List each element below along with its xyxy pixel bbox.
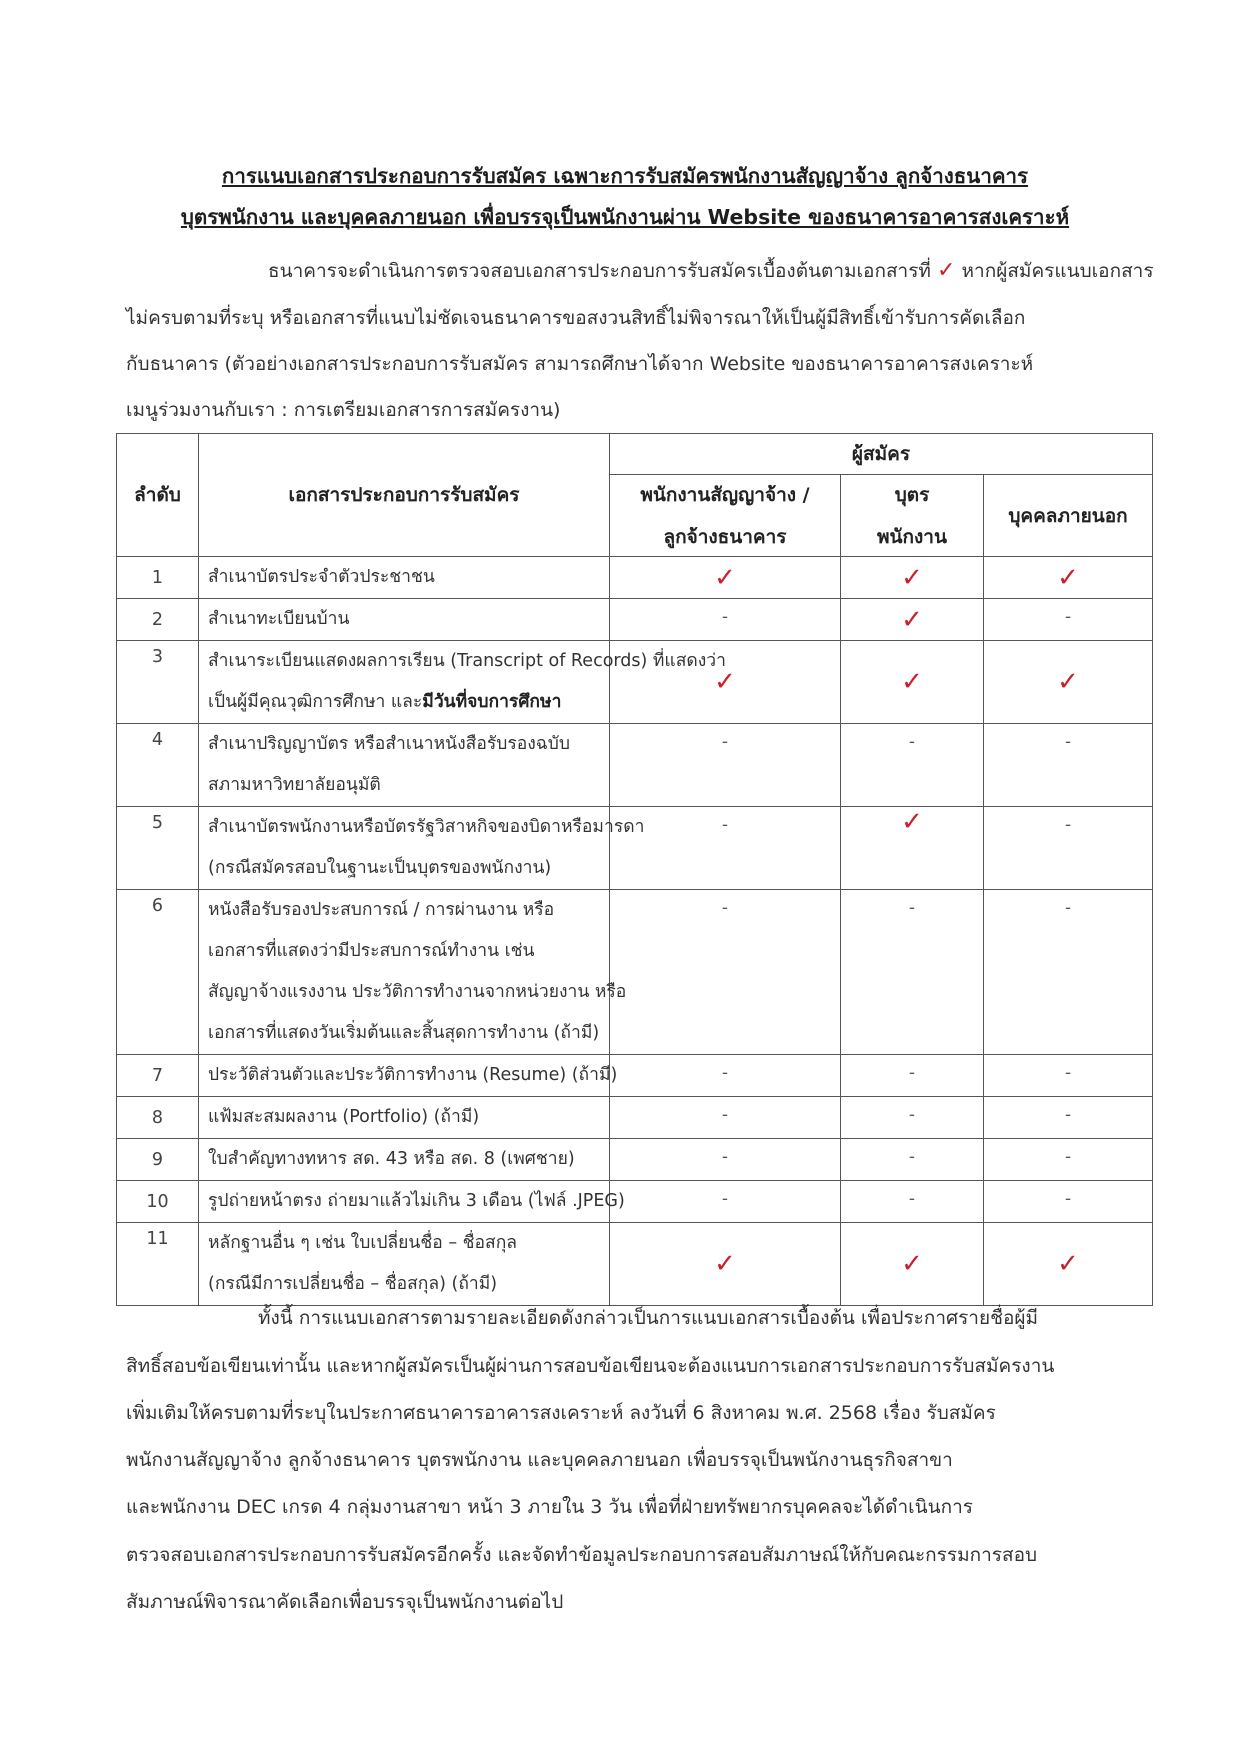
closing-line2: สิทธิ์สอบข้อเขียนเท่านั้น และหากผู้สมัครเป็นผู้ผ่านการสอบข้อเขียนจะต้องแนบการเอกสารประกอบการรับสมัครงาน — [126, 1355, 1055, 1377]
document-name-text: สำเนาบัตรพนักงานหรือบัตรรัฐวิสาหกิจของบิดาหรือมารดา — [208, 817, 645, 837]
check-mark-icon: ✓ — [984, 1223, 1153, 1306]
table-row — [117, 599, 1153, 641]
check-mark-icon: ✓ — [610, 557, 841, 599]
header-staff-child — [841, 475, 984, 557]
documents-table — [116, 433, 1153, 1306]
header-contract-staff — [610, 475, 841, 557]
intro-line1-text: ธนาคารจะดำเนินการตรวจสอบเอกสารประกอบการรับสมัครเบื้องต้นตามเอกสารที่ — [268, 260, 931, 282]
document-name — [199, 557, 610, 599]
document-name-text: สำเนาระเบียนแสดงผลการเรียน (Transcript of Records) ที่แสดงว่า — [208, 651, 726, 671]
header-contract-staff-line2: ลูกจ้างธนาคาร — [663, 525, 787, 548]
dash-mark: - — [610, 807, 841, 890]
intro-line4: เมนูร่วมงานกับเรา : การเตรียมเอกสารการสมัครงาน) — [126, 399, 561, 421]
document-name-text: สัญญาจ้างแรงงาน ประวัติการทำงานจากหน่วยงาน หรือ — [208, 982, 627, 1002]
document-name-text: สำเนาปริญญาบัตร หรือสำเนาหนังสือรับรองฉบับ — [208, 734, 570, 754]
document-name — [199, 890, 627, 1055]
row-number: 2 — [117, 599, 199, 641]
document-name-text: แฟ้มสะสมผลงาน (Portfolio) (ถ้ามี) — [208, 1107, 480, 1127]
closing-line1: ทั้งนี้ การแนบเอกสารตามรายละเอียดดังกล่าวเป็นการแนบเอกสารเบื้องต้น เพื่อประกาศรายชื่อผู้มี — [258, 1307, 1039, 1329]
document-name-text: หนังสือรับรองประสบการณ์ / การผ่านงาน หรือ — [208, 900, 555, 920]
header-contract-staff-line1: พนักงานสัญญาจ้าง / — [640, 483, 810, 506]
header-outsider: บุคคลภายนอก — [984, 475, 1153, 557]
dash-mark: - — [610, 1097, 841, 1139]
dash-mark: - — [841, 1181, 984, 1223]
dash-mark: - — [841, 1097, 984, 1139]
header-applicant: ผู้สมัคร — [610, 434, 1153, 475]
intro-line1-tail: หากผู้สมัครแนบเอกสาร — [961, 260, 1154, 282]
check-mark-icon: ✓ — [610, 641, 841, 724]
check-mark-icon: ✓ — [984, 641, 1153, 724]
document-name-text: ประวัติส่วนตัวและประวัติการทำงาน (Resume) (ถ้ามี) — [208, 1065, 618, 1085]
header-document: เอกสารประกอบการรับสมัคร — [199, 434, 610, 557]
document-name-text: (กรณีสมัครสอบในฐานะเป็นบุตรของพนักงาน) — [208, 858, 552, 878]
dash-mark: - — [610, 890, 841, 1055]
row-number: 6 — [117, 890, 199, 1055]
document-name-text: สำเนาทะเบียนบ้าน — [208, 609, 350, 629]
document-name — [199, 1139, 610, 1181]
closing-line4: พนักงานสัญญาจ้าง ลูกจ้างธนาคาร บุตรพนักงาน และบุคคลภายนอก เพื่อบรรจุเป็นพนักงานธุรกิจสาขา — [126, 1449, 953, 1471]
document-name-line — [208, 682, 609, 723]
document-name-line — [208, 599, 609, 640]
document-name — [199, 599, 610, 641]
dash-mark: - — [984, 890, 1153, 1055]
document-name-text: รูปถ่ายหน้าตรง ถ่ายมาแล้วไม่เกิน 3 เดือน (ไฟล์ .JPEG) — [208, 1191, 625, 1211]
document-name-text: หลักฐานอื่น ๆ เช่น ใบเปลี่ยนชื่อ – ชื่อสกุล — [208, 1233, 518, 1253]
header-no: ลำดับ — [117, 434, 199, 557]
document-name-text: เอกสารที่แสดงว่ามีประสบการณ์ทำงาน เช่น — [208, 941, 535, 961]
document-name-text: สำเนาบัตรประจำตัวประชาชน — [208, 567, 435, 587]
document-name-line — [208, 972, 627, 1013]
document-name — [199, 724, 610, 807]
row-number: 4 — [117, 724, 199, 807]
document-name — [199, 1223, 610, 1306]
document-name-line — [208, 890, 609, 931]
table-row — [117, 1223, 1153, 1306]
document-name-line — [208, 1181, 625, 1222]
header-staff-child-line2: พนักงาน — [877, 525, 947, 548]
row-number: 5 — [117, 807, 199, 890]
document-name-text: ใบสำคัญทางทหาร สด. 43 หรือ สด. 8 (เพศชาย) — [208, 1149, 575, 1169]
table-row — [117, 1181, 1153, 1223]
document-name-line — [208, 1139, 609, 1180]
table-row — [117, 1055, 1153, 1097]
dash-mark: - — [984, 1139, 1153, 1181]
table-row — [117, 1097, 1153, 1139]
closing-line5: และพนักงาน DEC เกรด 4 กลุ่มงานสาขา หน้า 3 ภายใน 3 วัน เพื่อที่ฝ่ายทรัพยากรบุคคลจะได้ดำเนินการ — [126, 1496, 973, 1518]
dash-mark: - — [610, 1181, 841, 1223]
dash-mark: - — [610, 724, 841, 807]
dash-mark: - — [984, 599, 1153, 641]
document-name-line — [208, 1013, 609, 1054]
table-row — [117, 807, 1153, 890]
document-name-bold: มีวันที่จบการศึกษา — [422, 692, 562, 712]
dash-mark: - — [984, 724, 1153, 807]
closing-line7: สัมภาษณ์พิจารณาคัดเลือกเพื่อบรรจุเป็นพนักงานต่อไป — [126, 1591, 564, 1613]
document-name-line — [208, 1223, 609, 1264]
intro-line1 — [268, 256, 1154, 286]
dash-mark: - — [610, 1139, 841, 1181]
document-name-line — [208, 931, 609, 972]
dash-mark: - — [984, 1055, 1153, 1097]
table-row — [117, 641, 1153, 724]
document-name — [199, 641, 726, 724]
dash-mark: - — [984, 807, 1153, 890]
dash-mark: - — [841, 1055, 984, 1097]
dash-mark: - — [841, 1139, 984, 1181]
intro-line3: กับธนาคาร (ตัวอย่างเอกสารประกอบการรับสมัคร สามารถศึกษาได้จาก Website ของธนาคารอาคารสงเคราะห์ — [126, 353, 1034, 375]
row-number: 9 — [117, 1139, 199, 1181]
check-mark-icon: ✓ — [841, 599, 984, 641]
check-mark-icon: ✓ — [841, 557, 984, 599]
document-name-line — [208, 765, 609, 806]
document-name-line — [208, 641, 726, 682]
dash-mark: - — [610, 599, 841, 641]
document-name-line — [208, 1055, 618, 1096]
check-mark-icon: ✓ — [841, 807, 984, 890]
document-name — [199, 1097, 610, 1139]
table-row — [117, 1139, 1153, 1181]
dash-mark: - — [610, 1055, 841, 1097]
table-row — [117, 557, 1153, 599]
closing-line3: เพิ่มเติมให้ครบตามที่ระบุในประกาศธนาคารอาคารสงเคราะห์ ลงวันที่ 6 สิงหาคม พ.ศ. 2568 เรื่อง รับสมัคร — [126, 1402, 996, 1424]
check-mark-icon: ✓ — [984, 557, 1153, 599]
document-name-line — [208, 557, 609, 598]
table-row — [117, 724, 1153, 807]
document-name-text: (กรณีมีการเปลี่ยนชื่อ – ชื่อสกุล) (ถ้ามี) — [208, 1274, 498, 1294]
document-name-text: เอกสารที่แสดงวันเริ่มต้นและสิ้นสุดการทำงาน (ถ้ามี) — [208, 1023, 600, 1043]
document-name — [199, 807, 645, 890]
document-name-line — [208, 724, 609, 765]
check-mark-icon: ✓ — [610, 1223, 841, 1306]
document-name-line — [208, 1097, 609, 1138]
row-number: 7 — [117, 1055, 199, 1097]
row-number: 3 — [117, 641, 199, 724]
row-number: 8 — [117, 1097, 199, 1139]
document-title-line1: การแนบเอกสารประกอบการรับสมัคร เฉพาะการรับสมัครพนักงานสัญญาจ้าง ลูกจ้างธนาคาร — [221, 164, 1029, 188]
document-name — [199, 1055, 618, 1097]
row-number: 1 — [117, 557, 199, 599]
document-name-text: สภามหาวิทยาลัยอนุมัติ — [208, 775, 381, 795]
document-name-text: เป็นผู้มีคุณวุฒิการศึกษา และ — [208, 692, 423, 712]
check-mark-icon: ✓ — [841, 1223, 984, 1306]
header-staff-child-line1: บุตร — [894, 483, 930, 506]
dash-mark: - — [984, 1097, 1153, 1139]
closing-line6: ตรวจสอบเอกสารประกอบการรับสมัครอีกครั้ง และจัดทำข้อมูลประกอบการสอบสัมภาษณ์ให้กับคณะกรรมการสอบ — [126, 1544, 1038, 1566]
row-number: 10 — [117, 1181, 199, 1223]
document-name-line — [208, 848, 609, 889]
check-mark-icon: ✓ — [937, 258, 956, 283]
document-name — [199, 1181, 625, 1223]
document-name-line — [208, 807, 645, 848]
check-mark-icon: ✓ — [841, 641, 984, 724]
dash-mark: - — [984, 1181, 1153, 1223]
document-title-line2: บุตรพนักงาน และบุคคลภายนอก เพื่อบรรจุเป็นพนักงานผ่าน Website ของธนาคารอาคารสงเคราะห์ — [180, 205, 1070, 229]
dash-mark: - — [841, 890, 984, 1055]
dash-mark: - — [841, 724, 984, 807]
intro-line2: ไม่ครบตามที่ระบุ หรือเอกสารที่แนบไม่ชัดเจนธนาคารขอสงวนสิทธิ์ไม่พิจารณาให้เป็นผู้มีสิทธิ์เข้ารับการคัดเลือก — [126, 307, 1026, 329]
document-name-line — [208, 1264, 609, 1305]
table-row — [117, 890, 1153, 1055]
row-number: 11 — [117, 1223, 199, 1306]
